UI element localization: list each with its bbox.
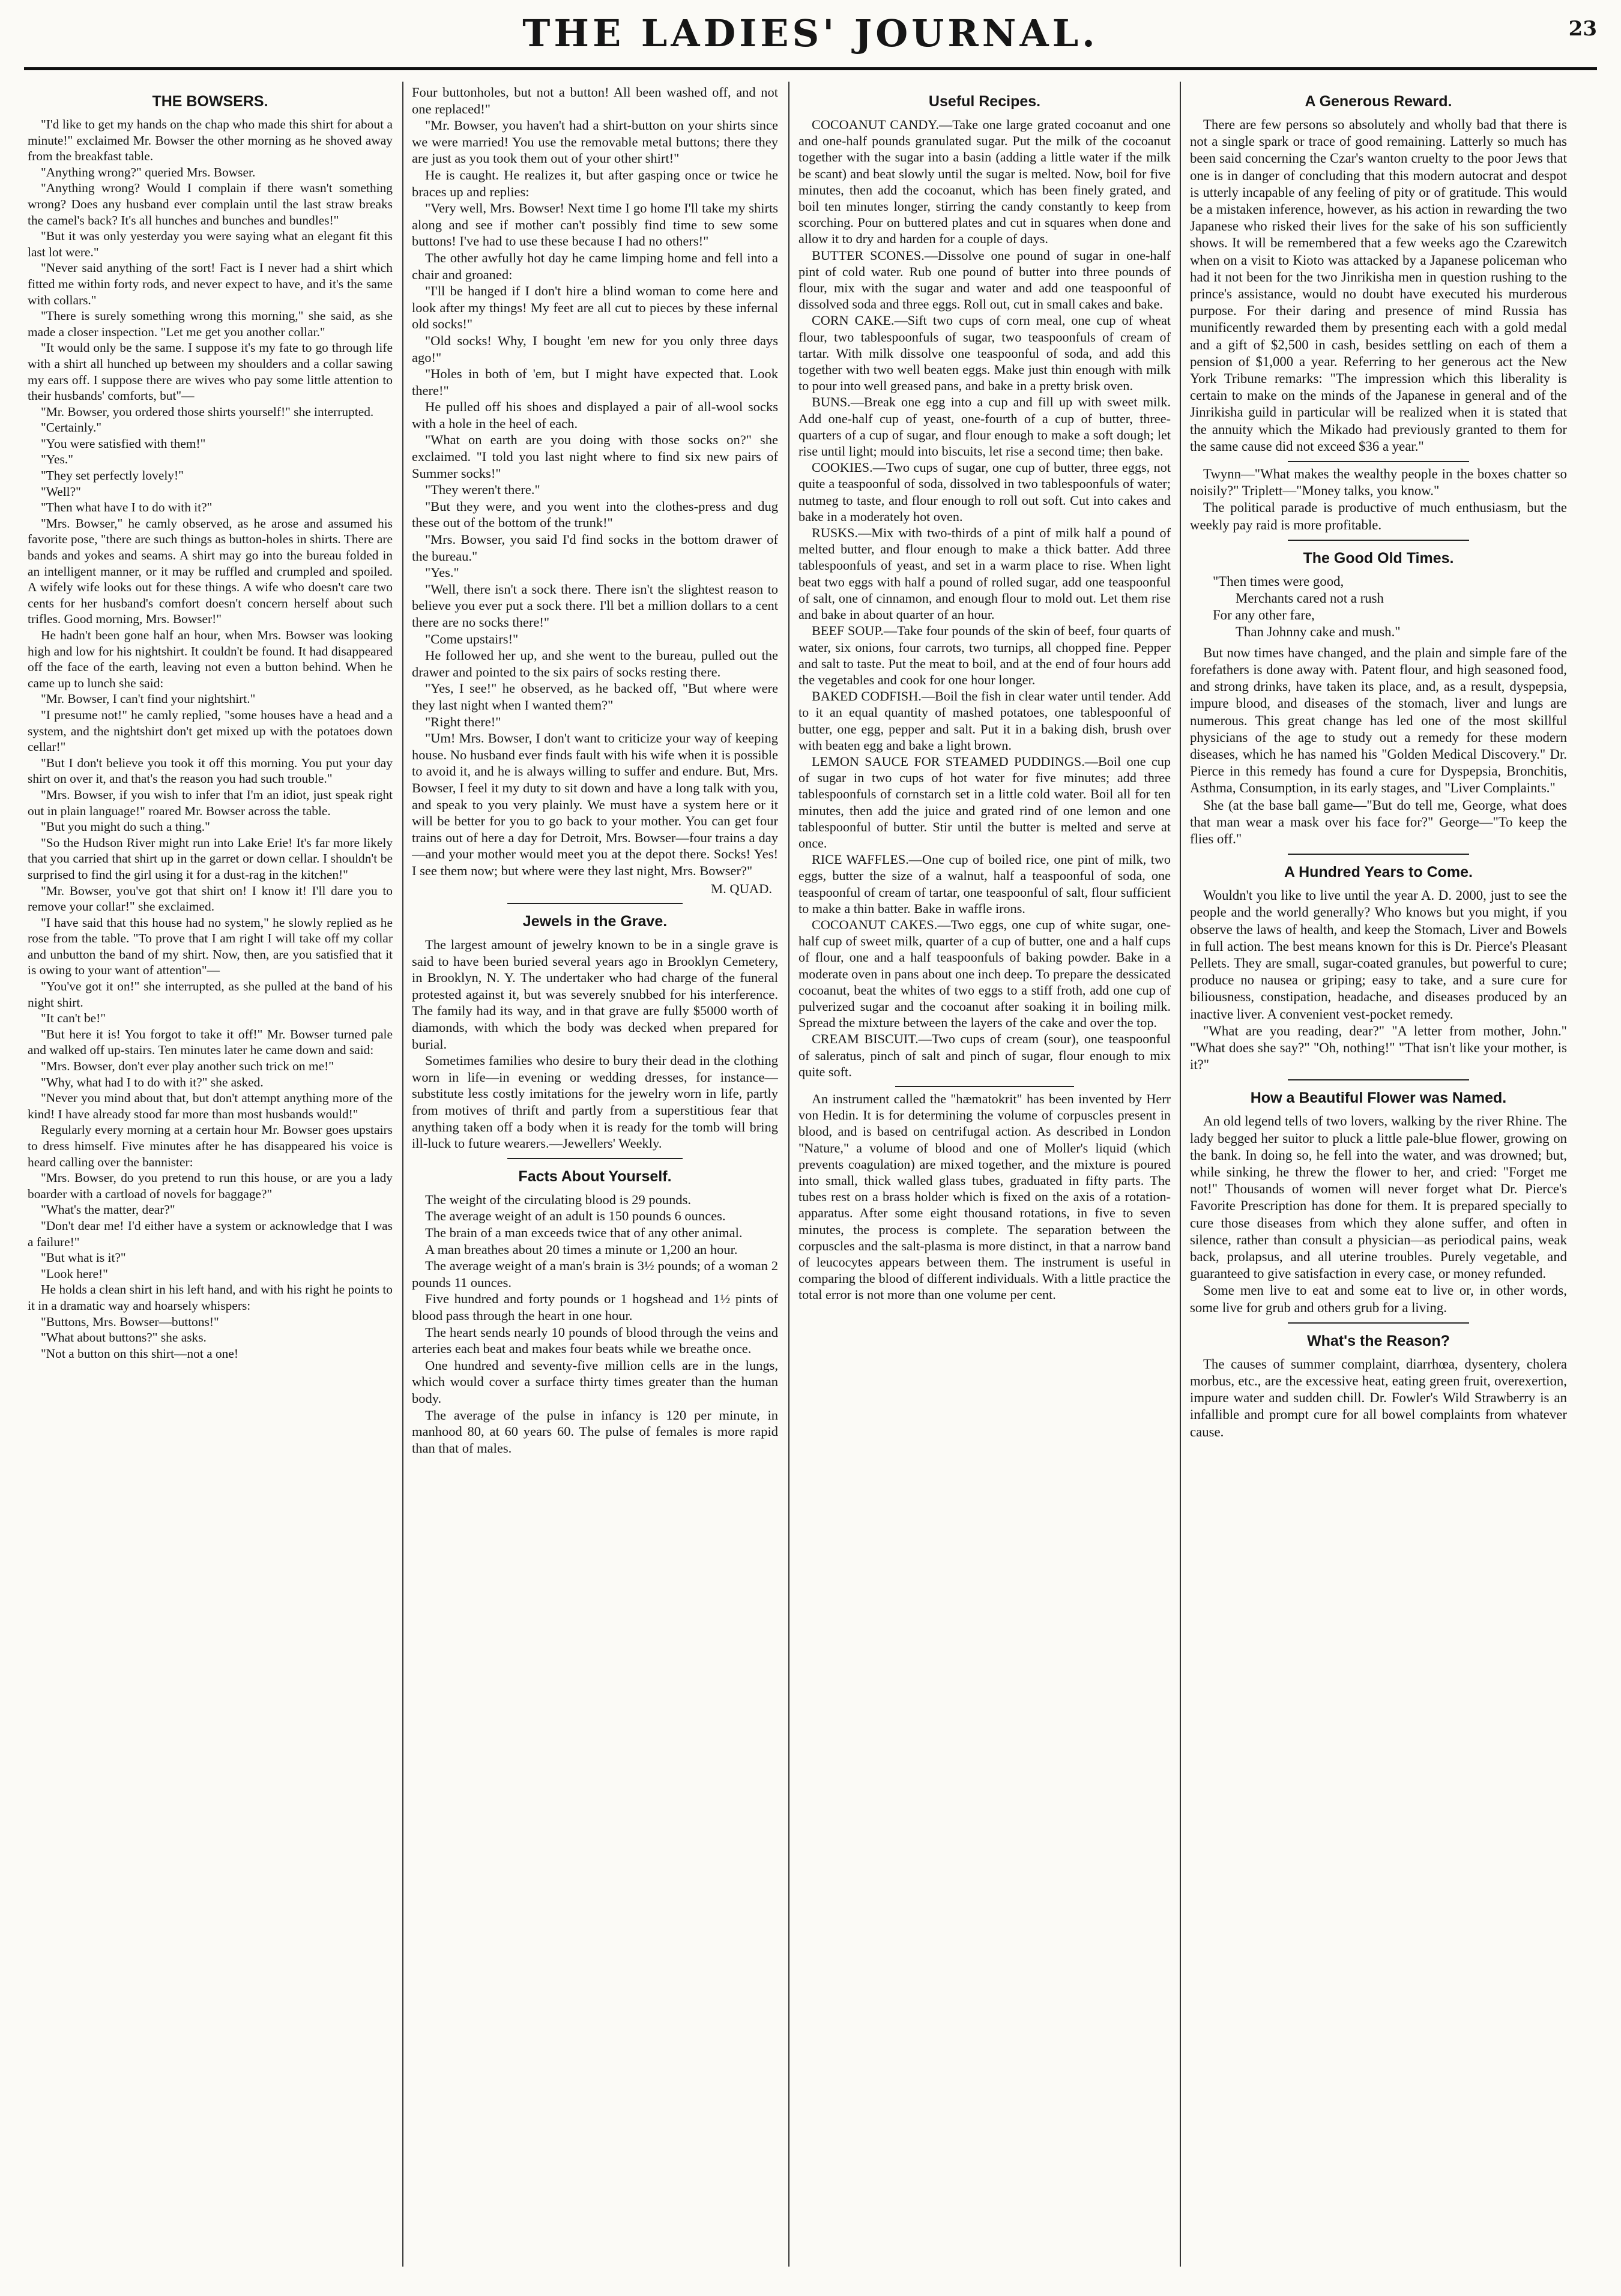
masthead-title: THE LADIES' JOURNAL. [522,11,1099,55]
article-paragraph: "Certainly." [41,420,102,435]
article-paragraph: "Come upstairs!" [425,631,519,646]
article-paragraph: "Why, what had I to do with it?" she asked. [41,1074,264,1089]
article-paragraph: "Yes." [41,452,73,467]
article-paragraph: He hadn't been gone half an hour, when Mrs. Bowser was looking high and low for his nightshirt. It couldn't be found. It had disappeared off the face of the earth, leaving not even a button behind. When he came up to lunch she said: [28,628,393,690]
article-paragraph: "But it was only yesterday you were saying what an elegant fit this last lot were." [28,229,393,259]
article-paragraph: "Not a button on this shirt—not a one! [41,1346,238,1361]
article-paragraph: Wouldn't you like to live until the year A. D. 2000, just to see the people and the world generally? Who knows but you might, if you observe the laws of health, and keep the Stomach, Liver and Bowels in full action. The best means known for this is Dr. Pierce's Pleasant Pellets. They are small, sugar-coated granules, but powerful to cure; produce no nausea or griping; easy to take, and a sure cure for biliousness, constipation, headache, and diseases produced by an inactive liver. A convenient vest-pocket remedy. [1190,888,1567,1022]
article-paragraph: "Mrs. Bowser, if you wish to infer that I'm an idiot, just speak right out in plain language!" roared Mr. Bowser across the table. [28,787,393,818]
article-signature: M. QUAD. [711,881,772,896]
verse-line: Merchants cared not a rush [1236,591,1384,606]
article-paragraph: BAKED CODFISH.—Boil the fish in clear water until tender. Add to it an equal quantity of mashed potatoes, one tablespoonful of butter, one egg, pepper and salt. Put it in a baking dish, brush over with beaten egg and bake a light brown. [798,688,1171,753]
article-paragraph: "Anything wrong? Would I complain if there wasn't something wrong? Does any husband ever complain until the last straw breaks the camel's back? It's all hunches and bunches and bundles!" [28,181,393,227]
page-number: 23 [1568,17,1597,41]
article-paragraph: "Well?" [41,484,81,499]
article-paragraph: The brain of a man exceeds twice that of any other animal. [425,1225,743,1240]
article-paragraph: Twynn—"What makes the wealthy people in the boxes chatter so noisily?" Triplett—"Money talks, you know." [1190,466,1567,499]
article-paragraph: "But they were, and you went into the clothes-press and dug these out of the bottom of the trunk!" [412,498,778,531]
article-paragraph: She (at the base ball game—"But do tell me, George, what does that man wear a mask over his face for?" George—"To keep the flies off." [1190,797,1567,846]
article-paragraph: BEEF SOUP.—Take four pounds of the skin of beef, four quarts of water, six onions, four carrots, two turnips, all chopped fine. Pepper and salt to taste. Put the meat to boil, and at the end of four hours add the vegetables and cook for one hour longer. [798,623,1171,687]
section-rule [895,1086,1074,1087]
article-paragraph: The weight of the circulating blood is 29 pounds. [425,1192,692,1207]
article-paragraph: "Don't dear me! I'd either have a system or acknowledge that I was a failure!" [28,1218,393,1249]
article-paragraph: Sometimes families who desire to bury their dead in the clothing worn in life—in evening or wedding dresses, for instance—substitute less costly imitations for the jewelry worn in life, partly from motives of thrift and partly from a superstitious fear that anything taken off a body when it is ready for the tomb will bring ill-luck to future wearers.—Jewellers' Weekly. [412,1053,778,1151]
article [1190,1079,1567,1316]
article-title: The Good Old Times. [1303,549,1454,567]
article [1190,92,1567,455]
article-paragraph: "Very well, Mrs. Bowser! Next time I go home I'll take my shirts along and see if mother can't possibly find time to sew some buttons! I've had to use these because I had no others!" [412,200,778,249]
article-paragraph: "What are you reading, dear?" "A letter from mother, John." "What does she say?" "Oh, nothing!" "That isn't like your mother, is it?" [1190,1023,1567,1073]
article-paragraph: "Buttons, Mrs. Bowser—buttons!" [41,1314,219,1329]
article-paragraph: A man breathes about 20 times a minute or 1,200 an hour. [425,1241,738,1257]
article-paragraph: "Mrs. Bowser, don't ever play another such trick on me!" [41,1059,334,1074]
article-paragraph: "Mrs. Bowser, you said I'd find socks in the bottom drawer of the bureau." [412,532,778,564]
article-paragraph: "Holes in both of 'em, but I might have expected that. Look there!" [412,366,778,398]
verse-line: "Then times were good, [1213,573,1344,589]
article-paragraph: The political parade is productive of much enthusiasm, but the weekly pay raid is more profitable. [1190,500,1567,532]
article [28,92,393,1361]
article-paragraph: "I'd like to get my hands on the chap who made this shirt for about a minute!" exclaimed Mr. Bowser the other morning as he shoved away from the breakfast table. [28,117,393,164]
article-paragraph: RICE WAFFLES.—One cup of boiled rice, one pint of milk, two eggs, butter the size of a walnut, half a teaspoonful of soda, one teaspoonful of cream of tartar, one teaspoonful of salt, flour sufficient to make a thin batter. Bake in waffle irons. [798,852,1171,916]
section-rule [1288,461,1469,462]
article-paragraph: RUSKS.—Mix with two-thirds of a pint of milk half a pound of melted butter, and flour enough to make a thick batter. Add three tablespoonfuls of yeast, and set in a warm place to rise. When light beat two eggs with half a pound of rolled sugar, add one teaspoonful of salt, one of cinnamon, and enough flour to mold out. Let them rise and bake in about quarter of an hour. [798,525,1171,622]
article-title: Jewels in the Grave. [522,913,668,930]
article-paragraph: COCOANUT CANDY.—Take one large grated cocoanut and one and one-half pounds granulated sugar. Put the milk of the cocoanut together with the sugar into a basin (adding a little water if the milk be scant) and beat slowly until the sugar is melted. Now, boil for five minutes, then add the cocoanut, which has been finely grated, and boil ten minutes longer, stirring the candy constantly to keep from scorching. Pour on buttered plates and cut in squares when done and allow it to dry and harden for a couple of days. [798,117,1171,247]
column-divider [788,82,789,2267]
article-paragraph: BUNS.—Break one egg into a cup and fill up with sweet milk. Add one-half cup of yeast, one-fourth of a cup of butter, three-quarters of a cup of sugar, and flour enough to make a soft dough; let rise until light; mould into biscuits, let rise a second time; then bake. [798,394,1171,459]
article-paragraph: "Mrs. Bowser," he camly observed, as he arose and assumed his favorite pose, "there are such things as button-holes in shirts. There are bands and yokes and seams. A shirt may go into the bureau folded in an intelligent manner, or it may be ruffled and crumpled and spoiled. A wifely wife looks out for these things. A wife who doesn't care two cents for her husband's comfort doesn't concern herself about such trifles. Good morning, Mrs. Bowser!" [28,516,393,627]
article [412,84,778,897]
article-paragraph: He holds a clean shirt in his left hand, and with his right he points to it in a dramatic way and hoarsely whispers: [28,1282,393,1313]
article-paragraph: He is caught. He realizes it, but after gasping once or twice he braces up and replies: [412,167,778,199]
column-divider [1180,82,1181,2267]
article-paragraph: "It can't be!" [41,1011,106,1026]
article-paragraph: The causes of summer complaint, diarrhœa, dysentery, cholera morbus, etc., are the excessive heat, eating green fruit, overexertion, impure water and sudden chill. Dr. Fowler's Wild Strawberry is an infallible and prompt cure for all bowel complaints from whatever cause. [1190,1356,1567,1439]
article-paragraph: "Look here!" [41,1266,108,1281]
article [1190,854,1567,1073]
article-title: A Generous Reward. [1305,93,1452,110]
section-rule [507,903,683,904]
article-paragraph: "I have said that this house had no system," he slowly replied as he rose from the table. "To prove that I am right I will take off my collar and unbutton the band of my shirt. Now, then, are you satisfied that it is owing to your want of attention"— [28,915,393,978]
article-paragraph: An old legend tells of two lovers, walking by the river Rhine. The lady begged her suitor to pluck a little pale-blue flower, growing on the bank. In doing so, he fell into the water, and was drowned; but, while sinking, he threw the flower to her, and cried: "Forget me not!" Thousands of women will never forget what Dr. Pierce's Favorite Prescription has done for them. It is prepared specially to cure those diseases from which they alone suffer, and often in silence, rather than consult a physician—as periodical pains, weak back, prolapsus, and all uterine troubles. Purely vegetable, and guaranteed to give satisfaction in every case, or money refunded. [1190,1113,1567,1282]
article-paragraph: "I'll be hanged if I don't hire a blind woman to come here and look after my things! My feet are all cut to pieces by these infernal old socks!" [412,283,778,332]
article-title: What's the Reason? [1307,1332,1450,1349]
section-rule [1288,1322,1469,1324]
article-paragraph: "Well, there isn't a sock there. There isn't the slightest reason to believe you ever put a sock there. I'll bet a million dollars to a cent there are no socks there!" [412,581,778,630]
article-paragraph: "Mr. Bowser, you ordered those shirts yourself!" she interrupted. [41,404,374,419]
article-paragraph: "What's the matter, dear?" [41,1202,175,1217]
section-rule [507,1158,683,1159]
article-paragraph: The average of the pulse in infancy is 120 per minute, in manhood 80, at 60 years 60. The pulse of females is more rapid than that of males. [412,1407,778,1456]
masthead [24,6,1597,64]
article [798,1086,1171,1303]
article [798,92,1171,1080]
article-paragraph: He pulled off his shoes and displayed a pair of all-wool socks with a hole in the heel of each. [412,399,778,431]
article-paragraph: CORN CAKE.—Sift two cups of corn meal, one cup of wheat flour, two tablespoonfuls of sugar, two teaspoonfuls of cream of tartar. With milk dissolve one teaspoonful of soda, and add this together with two well beaten eggs. Make just thin enough with milk to pour into well greased pans, and bake in a pretty brisk oven. [798,313,1171,394]
article-paragraph: "Yes, I see!" he observed, as he backed off, "But where were they last night when I wanted them?" [412,681,778,713]
article-paragraph: "You've got it on!" she interrupted, as she pulled at the band of his night shirt. [28,979,393,1010]
article-paragraph: "What on earth are you doing with those socks on?" she exclaimed. "I told you last night where to find six new pairs of Summer socks!" [412,432,778,481]
article-paragraph: "But I don't believe you took it off this morning. You put your day shirt on over it, and that's the reason you had such trouble." [28,755,393,786]
article-paragraph: "Mrs. Bowser, do you pretend to run this house, or are you a lady boarder with a cartload of novels for baggage?" [28,1171,393,1201]
article-paragraph: "There is surely something wrong this morning," she said, as she made a closer inspection. "Let me get you another collar." [28,309,393,339]
column-3 [798,84,1171,2269]
article-paragraph: "Never you mind about that, but don't attempt anything more of the kind! I have already stood far more than most husbands would!" [28,1091,393,1121]
article-paragraph: "Um! Mrs. Bowser, I don't want to criticize your way of keeping house. No husband ever finds fault with his wife when it is possible to avoid it, and he is always willing to suffer and endure. But, Mrs. Bowser, I feel it my duty to sit down and have a long talk with you, and speak to you very plainly. We must have a system here or it will be better for you to go back to your mother. You can get four trains out of here a day for Detroit, Mrs. Bowser—four trains a day—and your mother would meet you at the depot there. Socks! Yes! I see them now; but where were they last night, Mrs. Bowser?" [412,731,778,878]
article-paragraph: "Right there!" [425,714,501,729]
article-paragraph: One hundred and seventy-five million cells are in the lungs, which would cover a surface thirty times greater than the human body. [412,1357,778,1406]
article-paragraph: Some men live to eat and some eat to live or, in other words, some live for grub and others grub for a living. [1190,1283,1567,1315]
verse-line: Than Johnny cake and mush." [1236,624,1401,640]
article-paragraph: "Anything wrong?" queried Mrs. Bowser. [41,164,256,179]
article-paragraph: Five hundred and forty pounds or 1 hogshead and 1½ pints of blood pass through the heart in one hour. [412,1291,778,1323]
article-paragraph: CREAM BISCUIT.—Two cups of cream (sour), one teaspoonful of saleratus, pinch of salt and pinch of sugar, flour enough to mix quite soft. [798,1031,1171,1079]
column-2 [412,84,778,2269]
article-paragraph: An instrument called the "hæmatokrit" has been invented by Herr von Hedin. It is for determining the volume of corpuscles present in blood, and is based on centrifugal action. As described in London "Nature," a volume of blood and one of Moller's liquid (which prevents coagulation) are mixed together, and the mixture is poured into small, thick walled glass tubes, graduated in fifty parts. The tubes rest on a brass holder which is fixed on the axis of a rotation-apparatus. After some eight thousand rotations, in five to seven minutes, the process is complete. The separation between the corpuscles and the salt-plasma is more distinct, in that a narrow band of leucocytes appears between them. The instrument is useful in comparing the blood of different individuals. With a little practice the total error is not more than one volume per cent. [798,1091,1171,1303]
article-paragraph: "Yes." [425,565,459,580]
verse [1213,573,1567,641]
article-paragraph: "You were satisfied with them!" [41,436,206,451]
article [412,1158,778,1457]
article-paragraph: "It would only be the same. I suppose it's my fate to go through life with a shirt all hunched up between my shoulders and a collar sawing my ears off. I suppose there are wives who pay some little attention to their husbands' comforts, but"— [28,340,393,403]
article-paragraph: "Mr. Bowser, you've got that shirt on! I know it! I'll dare you to remove your collar!" she exclaimed. [28,883,393,914]
section-rule [1288,854,1469,855]
article-paragraph: The average weight of an adult is 150 pounds 6 ounces. [425,1208,726,1224]
article-paragraph: Regularly every morning at a certain hour Mr. Bowser goes upstairs to dress himself. Five minutes after he has disappeared his voice is heard calling over the bannister: [28,1122,393,1169]
article-paragraph: "But what is it?" [41,1250,126,1265]
column-4 [1190,84,1567,2269]
article [1190,1322,1567,1441]
article-paragraph: "But here it is! You forgot to take it off!" Mr. Bowser turned pale and walked off up-stairs. Ten minutes later he came down and said: [28,1026,393,1058]
article-paragraph: "What about buttons?" she asks. [41,1330,207,1345]
section-rule [1288,1079,1469,1080]
article-title: Useful Recipes. [928,93,1041,110]
article-title: THE BOWSERS. [152,93,268,110]
article-paragraph: LEMON SAUCE FOR STEAMED PUDDINGS.—Boil one cup of sugar in two cups of hot water for five minutes; add three tablespoonfuls of cornstarch set in a little cold water. Boil all for ten minutes, then add the juice and grated rind of one lemon and one tablespoonful of butter. Stir until the butter is melted and serve at once. [798,753,1171,851]
article-paragraph: COOKIES.—Two cups of sugar, one cup of butter, three eggs, not quite a teaspoonful of soda, dissolved in two tablespoonfuls of water; nutmeg to taste, and flour enough to roll out soft. Cut into cakes and bake in a moderately hot oven. [798,460,1171,524]
article-paragraph: The heart sends nearly 10 pounds of blood through the veins and arteries each beat and makes four beats while we breathe once. [412,1324,778,1357]
column-1 [28,84,393,2269]
article-title: How a Beautiful Flower was Named. [1250,1089,1507,1107]
article-paragraph: He followed her up, and she went to the bureau, pulled out the drawer and pointed to the six pairs of socks resting there. [412,648,778,679]
article-paragraph: But now times have changed, and the plain and simple fare of the forefathers is done away with. Patent flour, and high seasoned food, and strong drinks, have taken its place, and, as a result, dyspepsia, impure blood, and diseases of the stomach, liver and lungs are numerous. This great change has led one of the most skillful physicians of the age to study out a remedy for these modern diseases, which he has named his "Golden Medical Discovery." Dr. Pierce in this remedy has found a cure for Dyspepsia, Bronchitis, Asthma, Consumption, in its early stages, and "Liver Complaints." [1190,645,1567,796]
article-paragraph: Four buttonholes, but not a button! All been washed off, and not one replaced!" [412,85,778,116]
article-paragraph: COCOANUT CAKES.—Two eggs, one cup of white sugar, one-half cup of sweet milk, quarter of a cup of butter, one and a half cups of flour, one and a half teaspoonfuls of baking powder. Bake in a moderate oven in pans about one inch deep. To prepare the dessicated cocoanut, beat the whites of two eggs to a stiff froth, add one cup of pulverized sugar and the cocoanut after soaking it in boiling milk. Spread the mixture between the layers of the cake and over the top. [798,917,1171,1031]
article [1190,540,1567,848]
section-rule [1288,540,1469,541]
article-paragraph: The largest amount of jewelry known to be in a single grave is said to have been buried several years ago in Brooklyn Cemetery, in Brooklyn, N. Y. The undertaker who had charge of the funeral protested against it, but was severely snubbed for his interference. The family had its way, and in that grave are fully $5000 worth of diamonds, with which the body was decked when prepared for burial. [412,937,778,1052]
article-paragraph: "So the Hudson River might run into Lake Erie! It's far more likely that you carried that shirt up in the garret or down cellar. I shouldn't be surprised to find the girl using it for a dust-rag in the kitchen!" [28,835,393,882]
article-paragraph: The average weight of a man's brain is 3½ pounds; of a woman 2 pounds 11 ounces. [412,1258,778,1290]
article [412,903,778,1152]
article-title: Facts About Yourself. [518,1168,672,1185]
masthead-rule [24,67,1597,70]
article [1190,461,1567,534]
article-paragraph: "Mr. Bowser, you haven't had a shirt-button on your shirts since we were married! You use the removable metal buttons; there they are just as you took them out of your other shirt!" [412,118,778,166]
article-title: A Hundred Years to Come. [1284,864,1473,881]
article-paragraph: "Old socks! Why, I bought 'em new for you only three days ago!" [412,333,778,365]
article-paragraph: "Never said anything of the sort! Fact is I never had a shirt which fitted me within forty rods, and never expect to have, and it's the same with collars." [28,261,393,307]
article-paragraph: There are few persons so absolutely and wholly bad that there is not a single spark or trace of good remaining. Latterly so much has been said concerning the Czar's wanton cruelty to the poor Jews that one is in danger of concluding that this modern autocrat and despot is utterly incapable of any feeling of pity or of gratitude. This would be a mistaken inference, however, as his action in rewarding the two Japanese who risked their lives for the sake of his son sufficiently shows. It will be remembered that a few weeks ago the Czarewitch when on a visit to Kioto was attacked by a Japanese policeman who had it not been for the two Jinrikisha men in question rushing to the prince's assistance, would no doubt have executed his murderous purpose. For their daring and presence of mind Russia has munificently rewarded them by presenting each with a gold medal and a gift of $2,500 in cash, besides settling on each of them a pension of $1,000 a year. Referring to her generous act the New York Tribune remarks: "The impression which this liberality is certain to make on the minds of the Japanese in general and of the Jinrikisha guild in particular will be realized when it is stated that the annuity which the Mikado had previously granted to them for the same cause did not exceed $36 a year." [1190,117,1567,454]
article-paragraph: "They set perfectly lovely!" [41,468,184,483]
article-paragraph: BUTTER SCONES.—Dissolve one pound of sugar in one-half pint of cold water. Rub one pound of butter into three pounds of flour, mix with the sugar and water and add one teaspoonful of dissolved soda and three eggs. Roll out, cut in small cakes and bake. [798,247,1171,312]
article-paragraph: "Then what have I to do with it?" [41,500,213,515]
article-paragraph: The other awfully hot day he came limping home and fell into a chair and groaned: [412,250,778,282]
column-divider [402,82,403,2267]
article-paragraph: "Mr. Bowser, I can't find your nightshirt." [41,692,256,707]
verse-line: For any other fare, [1213,607,1315,623]
article-paragraph: "But you might do such a thing." [41,819,210,834]
article-paragraph: "I presume not!" he camly replied, "some houses have a head and a system, and the nightshirt don't get mixed up with the potatoes down cellar!" [28,707,393,755]
article-paragraph: "They weren't there." [425,482,540,498]
